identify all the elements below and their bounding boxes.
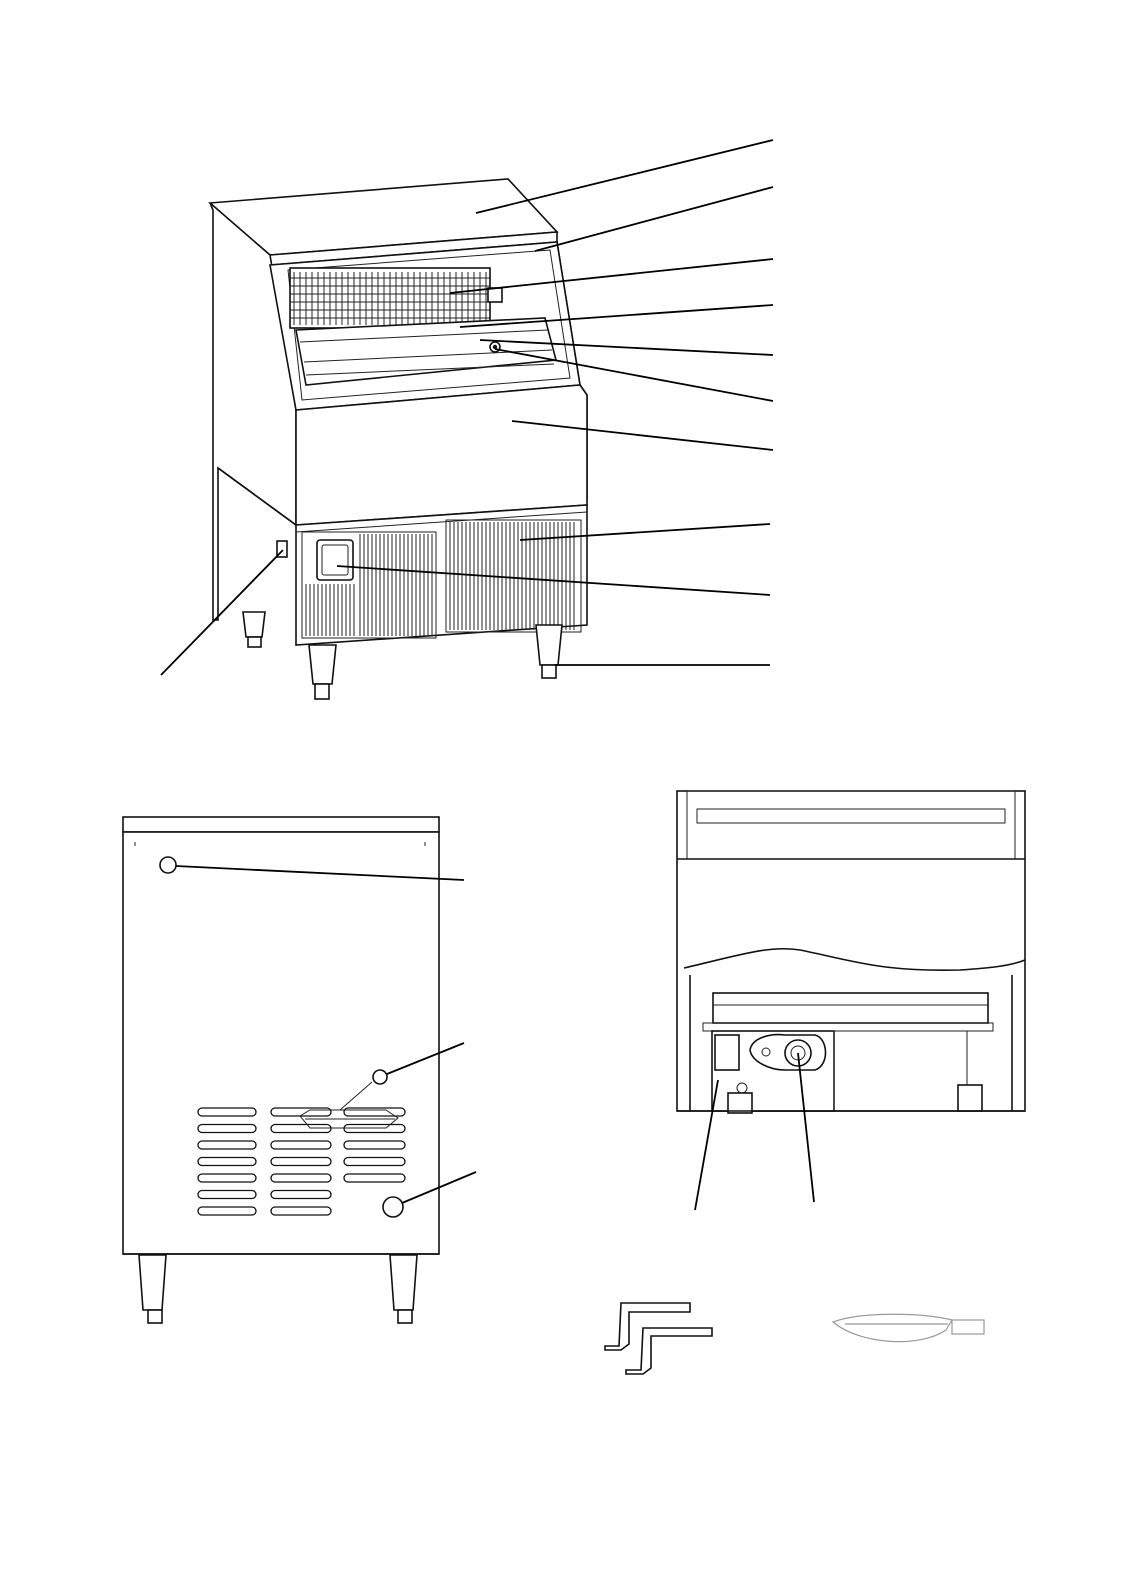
- pump-motor: [715, 1035, 739, 1070]
- rear-vent-slot: [198, 1141, 256, 1149]
- rear-top-lip: [123, 817, 439, 832]
- rear-vent-slot: [271, 1207, 331, 1215]
- rear-vent-slot: [271, 1191, 331, 1199]
- rear-vent-slot: [271, 1108, 331, 1116]
- rear-vent-slot: [344, 1174, 405, 1182]
- front-door-panel: [296, 385, 587, 525]
- water-valve-assembly: [488, 288, 502, 302]
- rear-vent-slot: [198, 1207, 256, 1215]
- rear-vent-slot: [198, 1125, 256, 1133]
- water-inlet-fitting: [160, 857, 176, 873]
- rear-vent-slot: [344, 1108, 405, 1116]
- leg-brackets: [605, 1303, 712, 1374]
- rear-vent-slot: [344, 1158, 405, 1166]
- rear-vent-slot: [271, 1158, 331, 1166]
- rear-vent-slot: [198, 1158, 256, 1166]
- rear-vent-slot: [198, 1191, 256, 1199]
- evaporator-bar: [713, 993, 988, 1023]
- drain-fitting-upper: [373, 1070, 387, 1084]
- ice-scoop: [833, 1314, 984, 1341]
- front-perspective-view: [210, 179, 587, 699]
- front-interior-view: [677, 791, 1025, 1113]
- rear-vent-slot: [271, 1174, 331, 1182]
- rear-vent-slot: [271, 1141, 331, 1149]
- rear-vent-slot: [344, 1141, 405, 1149]
- rear-vent-slot: [198, 1174, 256, 1182]
- rear-vent-slot: [198, 1108, 256, 1116]
- drain-outlet: [383, 1197, 403, 1217]
- rear-view: [123, 817, 439, 1323]
